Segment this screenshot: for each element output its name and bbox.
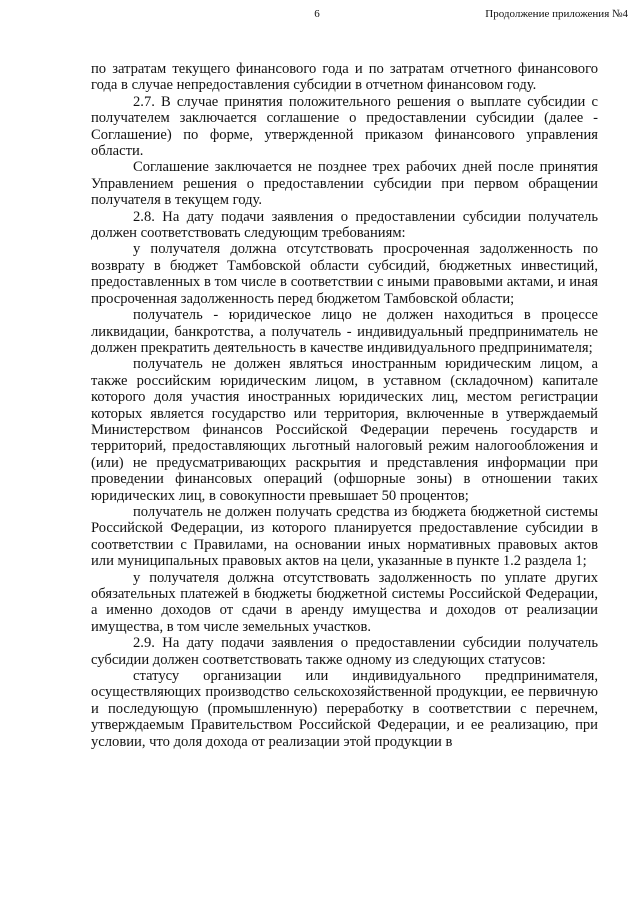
paragraph-2-7: 2.7. В случае принятия положительного решения о выплате субсидии с получателем заключается соглашение о предоставлении субсидии (далее - Соглашение) по форме, утвержденной приказом финансового управления области.	[91, 93, 598, 160]
paragraph-continuation: по затратам текущего финансового года и по затратам отчетного финансового года в случае непредоставления субсидии в отчетном финансовом году.	[91, 61, 598, 94]
paragraph-2-9: 2.9. На дату подачи заявления о предоставлении субсидии получатель субсидии должен соответствовать также одному из следующих статусов:	[91, 635, 598, 668]
paragraph-agreement-deadline: Соглашение заключается не позднее трех рабочих дней после принятия Управлением решения о предоставлении субсидии при первом обращении получателя в текущем году.	[91, 159, 598, 209]
status-agricultural-producer: статусу организации или индивидуального предпринимателя, осуществляющих производство сельскохозяйственной продукции, ее первичную и последующую (промышленную) переработку в соответствии с перечнем, утверждаемым Правительством Российской Федерации, и ее реализацию, при условии, что доля дохода от реализации этой продукции в	[91, 668, 598, 750]
requirement-not-foreign-entity: получатель не должен являться иностранным юридическим лицом, а также российским юридическим лицом, в уставном (складочном) капитале которого доля участия иностранных юридических лиц, местом регистрации которых является государство или территория, включенные в утверждаемый Министерством финансов Российской Федерации перечень государств и территорий, предоставляющих льготный налоговый режим налогообложения и (или) не предусматривающих раскрытия и представления информации при проведении финансовых операций (офшорные зоны) в отношении таких юридических лиц, в совокупности превышает 50 процентов;	[91, 356, 598, 504]
appendix-label: Продолжение приложения №4	[485, 8, 628, 20]
requirement-no-liquidation: получатель - юридическое лицо не должен находиться в процессе ликвидации, банкротства, а получатель - индивидуальный предприниматель не должен прекратить деятельность в качестве индивидуального предпринимателя;	[91, 307, 598, 356]
requirement-no-other-budget-funds: получатель не должен получать средства из бюджета бюджетной системы Российской Федерации, из которого планируется предоставление субсидии в соответствии с Правилами, на основании иных нормативных правовых актов или муниципальных правовых актов на цели, указанные в пункте 1.2 раздела 1;	[91, 503, 598, 570]
page-number: 6	[314, 8, 320, 20]
requirement-no-overdue-debt: у получателя должна отсутствовать просроченная задолженность по возврату в бюджет Тамбовской области субсидий, бюджетных инвестиций, предоставленных в том числе в соответствии с иными правовыми актами, и иная просроченная задолженность перед бюджетом Тамбовской области;	[91, 241, 598, 307]
page-header	[0, 8, 640, 24]
requirement-no-payment-debt: у получателя должна отсутствовать задолженность по уплате других обязательных платежей в бюджеты бюджетной системы Российской Федерации, а именно доходов от сдачи в аренду имущества и доходов от реализации имущества, в том числе земельных участков.	[91, 569, 598, 635]
document-body	[91, 61, 598, 750]
paragraph-2-8: 2.8. На дату подачи заявления о предоставлении субсидии получатель должен соответствовать следующим требованиям:	[91, 208, 598, 242]
